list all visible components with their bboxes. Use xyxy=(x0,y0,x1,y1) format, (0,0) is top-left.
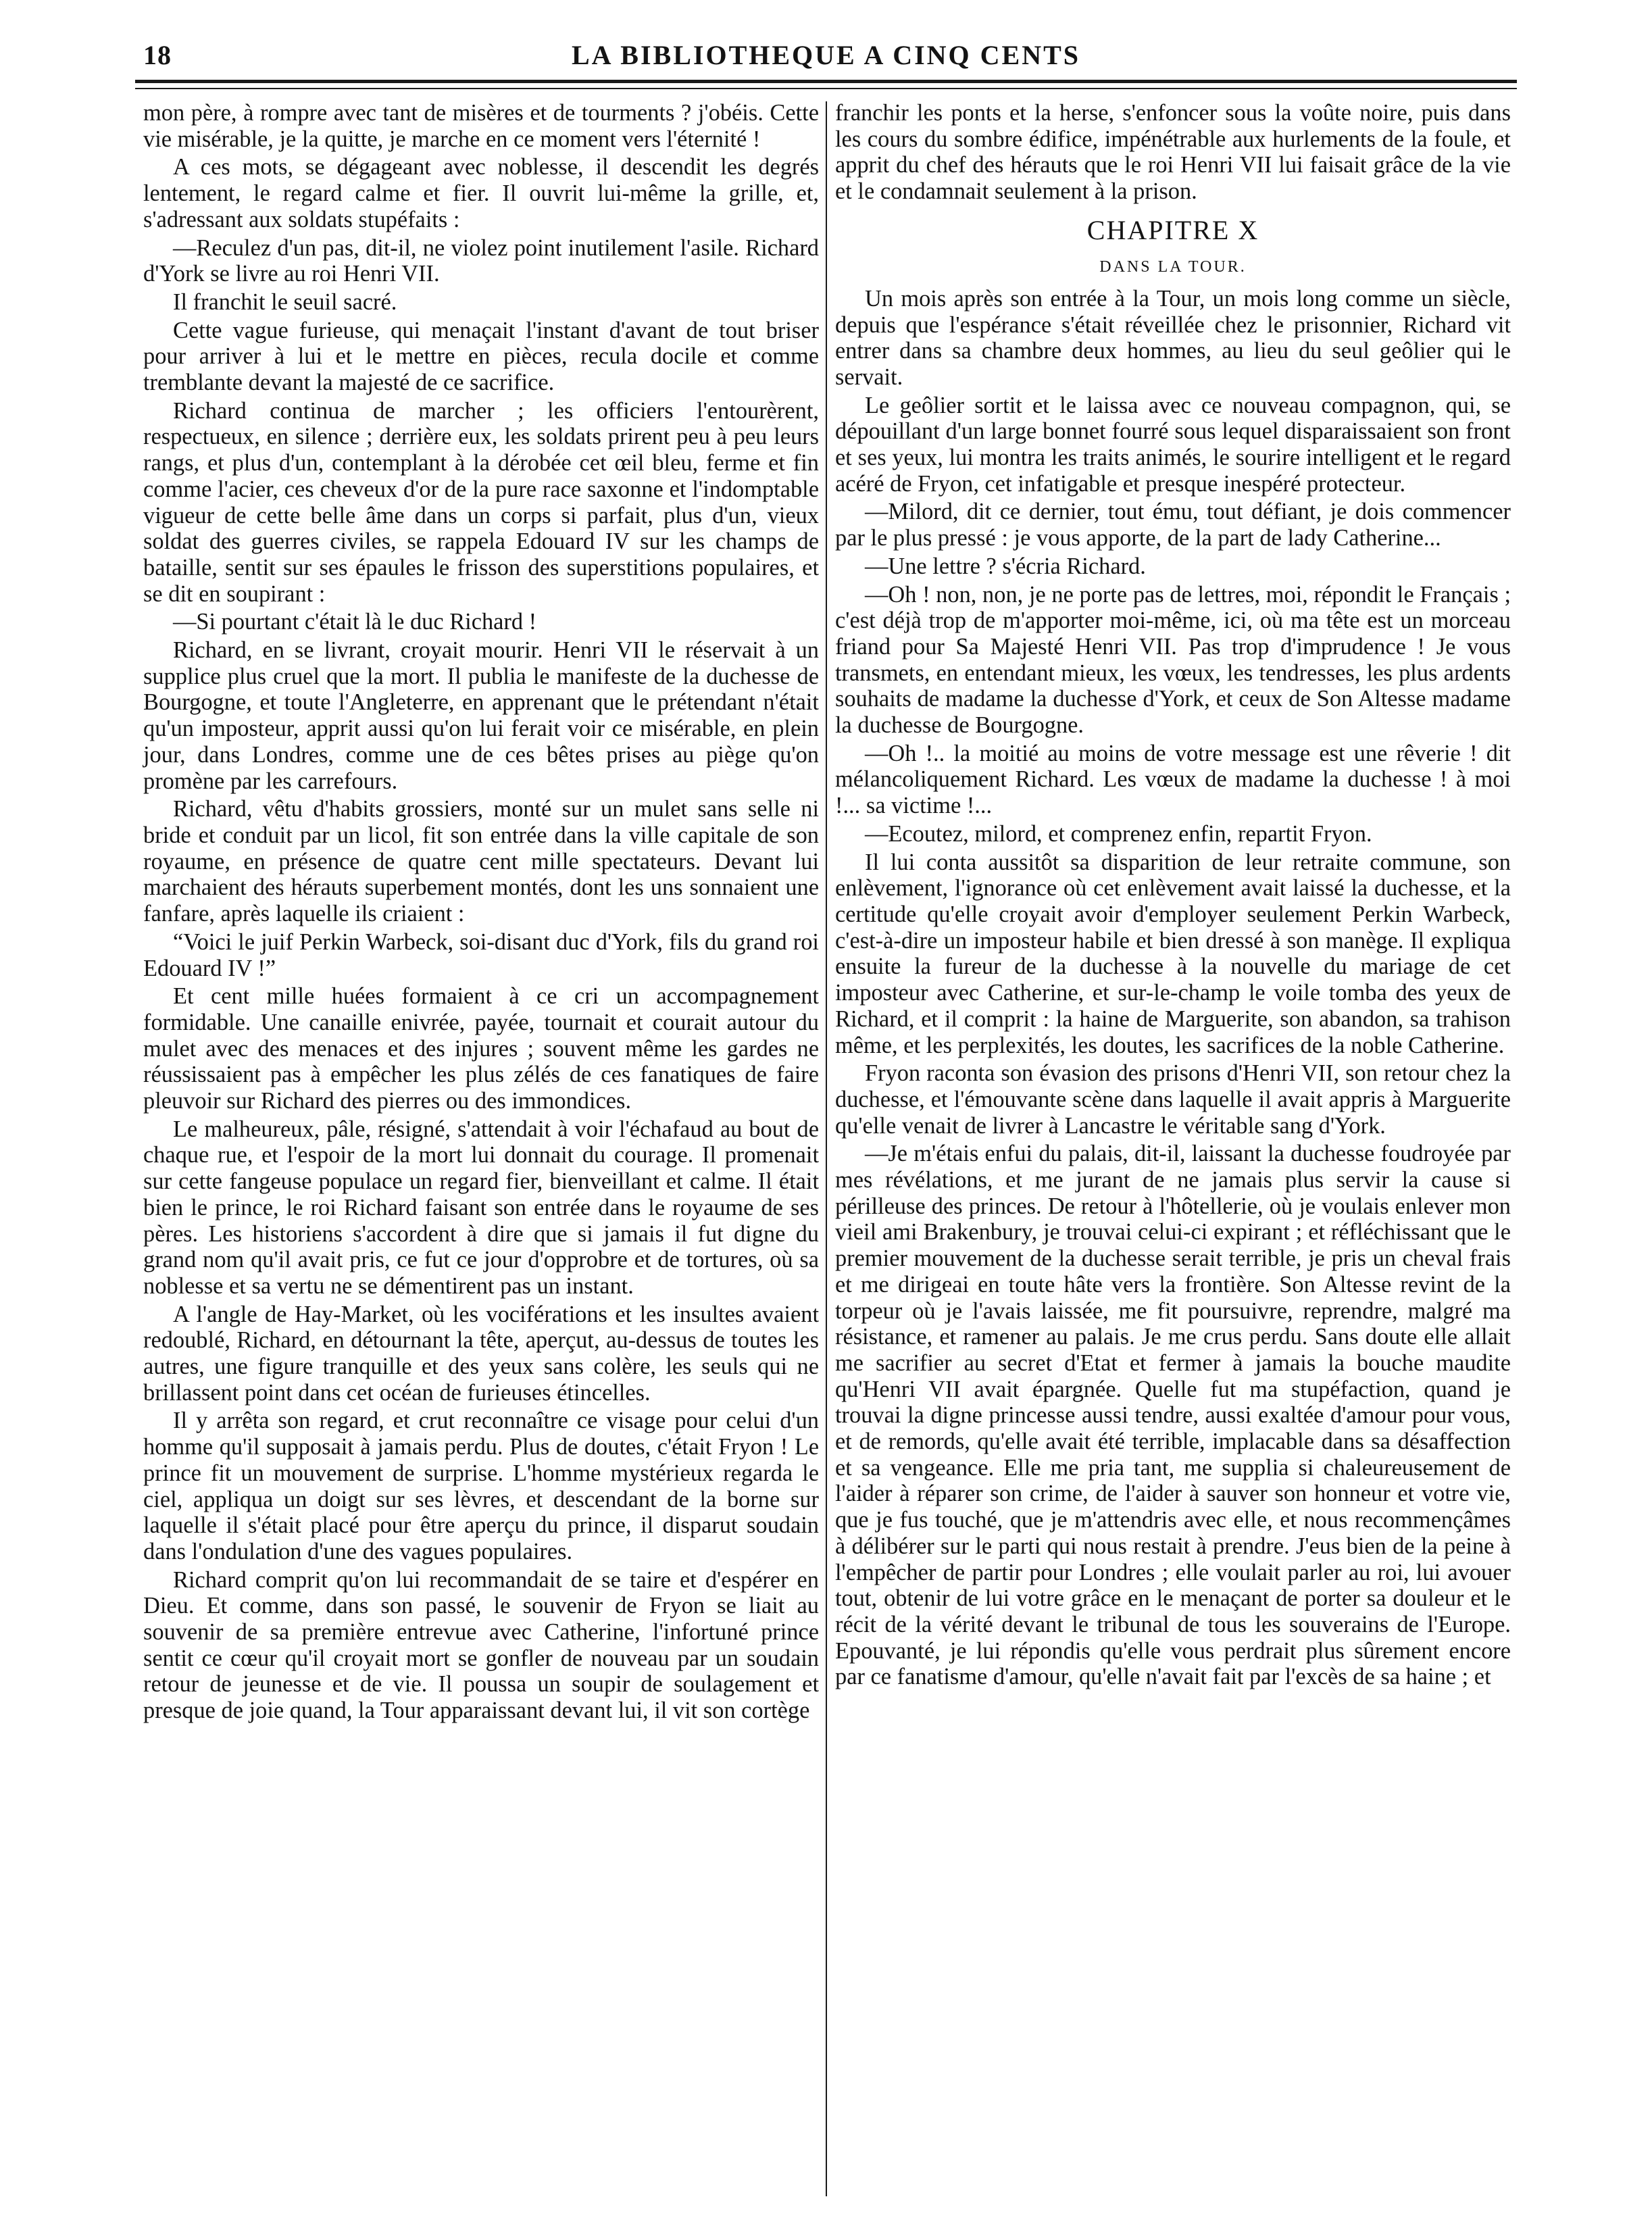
paragraph: “Voici le juif Perkin Warbeck, soi-disant duc d'York, fils du grand roi Edouard IV !” xyxy=(143,929,819,981)
right-column xyxy=(835,100,1511,1692)
page-number: 18 xyxy=(143,40,172,70)
chapter-subtitle: DANS LA TOUR. xyxy=(1099,257,1247,276)
paragraph: A l'angle de Hay-Market, où les vociférations et les insultes avaient redoublé, Richard, en détournant la tête, aperçut, au-dessus de toutes les autres, une figure tranquille et des yeux sans colère, les seuls qui ne brillassent point dans cet océan de furieuses étincelles. xyxy=(143,1301,819,1406)
paragraph: Richard, vêtu d'habits grossiers, monté sur un mulet sans selle ni bride et conduit par un licol, fit son entrée dans la ville capitale de son royaume, en présence de quatre cent mille spectateurs. Devant lui marchaient des hérauts superbement montés, dont les uns sonnaient une fanfare, après laquelle ils criaient : xyxy=(143,796,819,927)
paragraph: —Oh ! non, non, je ne porte pas de lettres, moi, répondit le Français ; c'est déjà trop de m'apporter moi-même, ici, où ma tête est un morceau friand pour Sa Majesté Henri VII. Pas trop d'imprudence ! Je vous transmets, en entendant mieux, les vœux, les tendresses, les plus ardents souhaits de madame la duchesse d'York, et ceux de Son Altesse madame la duchesse de Bourgogne. xyxy=(835,581,1511,739)
column-divider xyxy=(826,101,827,2196)
chapter-title: CHAPITRE X xyxy=(1086,214,1259,245)
paragraph: Il y arrêta son regard, et crut reconnaître ce visage pour celui d'un homme qu'il supposait à jamais perdu. Plus de doutes, c'était Fryon ! Le prince fit un mouvement de surprise. L'homme mystérieux regarda le ciel, appliqua un doigt sur ses lèvres, et descendant de la borne sur laquelle il s'était placé pour être aperçu du prince, il disparut soudain dans l'ondulation d'une des vagues populaires. xyxy=(143,1408,819,1564)
paragraph: Fryon raconta son évasion des prisons d'Henri VII, son retour chez la duchesse, et l'émouvante scène dans laquelle il avait appris à Marguerite qu'elle venait de livrer à Lancastre le véritable sang d'York. xyxy=(835,1060,1511,1139)
header-rule-thick xyxy=(135,80,1517,83)
running-header xyxy=(135,39,1517,77)
paragraph: Le geôlier sortit et le laissa avec ce nouveau compagnon, qui, se dépouillant d'un large bonnet fourré sous lequel disparaissaient son front et ses yeux, lui montra les traits animés, le sourire intelligent et le regard acéré de Fryon, cet infatigable et presque inespéré protecteur. xyxy=(835,392,1511,497)
paragraph: Richard comprit qu'on lui recommandait de se taire et d'espérer en Dieu. Et comme, dans son passé, le souvenir de Fryon se liait au souvenir de sa première entrevue avec Catherine, l'infortuné prince sentit ce cœur qu'il croyait mort se gonfler de nouveau par un soudain retour de jeunesse et de vie. Il poussa un soupir de soulagement et presque de joie quand, la Tour apparaissant devant lui, il vit son cortège xyxy=(143,1566,819,1724)
paragraph: Le malheureux, pâle, résigné, s'attendait à voir l'échafaud au bout de chaque rue, et l'espoir de la mort lui donnait du courage. Il promenait sur cette fangeuse populace un regard fier, bienveillant et calme. Il était bien le prince, le roi Richard faisant son entrée dans le royaume de ses pères. Les historiens s'accordent à dire que si jamais il fut digne du grand nom qu'il avait pris, ce fut ce jour d'opprobre et de tortures, où sa noblesse et sa vertu ne se démentirent pas un instant. xyxy=(143,1116,819,1299)
paragraph: Richard, en se livrant, croyait mourir. Henri VII le réservait à un supplice plus cruel que la mort. Il publia le manifeste de la duchesse de Bourgogne, et toute l'Angleterre, en apprenant que le prétendant n'était qu'un imposteur, apprit aussi qu'on lui ferait voir ce misérable, en plein jour, dans Londres, comme une de ces bêtes prises au piège qu'on promène par les carrefours. xyxy=(143,637,819,794)
paragraph: Il lui conta aussitôt sa disparition de leur retraite commune, son enlèvement, l'ignorance où cet enlèvement avait laissé la duchesse, et la certitude qu'elle croyait avoir d'employer seulement Perkin Warbeck, c'est-à-dire un imposteur habile et bien dressé à son manège. Il expliqua ensuite la fureur de la duchesse à la nouvelle du mariage de cet imposteur avec Catherine, et sur-le-champ le voile tomba des yeux de Richard, et il comprit : la haine de Marguerite, son abandon, sa trahison même, et les perplexités, les doutes, les sacrifices de la noble Catherine. xyxy=(835,849,1511,1058)
paragraph: Et cent mille huées formaient à ce cri un accompagnement formidable. Une canaille enivrée, payée, tournait et courait autour du mulet avec des menaces et des injures ; souvent même les gardes ne réussissaient pas à empêcher les plus zélés de ces fanatiques de faire pleuvoir sur Richard des pierres ou des immondices. xyxy=(143,983,819,1114)
paragraph: Il franchit le seuil sacré. xyxy=(173,289,397,315)
paragraph: —Oh !.. la moitié au moins de votre message est une rêverie ! dit mélancoliquement Richard. Les vœux de madame la duchesse ! à moi !... sa victime !... xyxy=(835,740,1511,819)
paragraph: —Je m'étais enfui du palais, dit-il, laissant la duchesse foudroyée par mes révélations, et me jurant de ne jamais plus servir la cause si périlleuse des princes. De retour à l'hôtellerie, où je voulais enlever mon vieil ami Brakenbury, je trouvai celui-ci expirant ; et réfléchissant que le premier mouvement de la duchesse serait terrible, je pris un cheval frais et me dirigeai en toute hâte vers la frontière. Son Altesse revint de la torpeur où je l'avais laissée, me fit poursuivre, reprendre, malgré ma résistance, et ramener au palais. Je me crus perdu. Sans doute elle allait me sacrifier au secret d'Etat et fermer à jamais la bouche maudite qu'Henri VII avait épargnée. Quelle fut ma stupéfaction, quand je trouvai la digne princesse aussi tendre, aussi exaltée d'amour pour vous, et de remords, qu'elle avait été terrible, implacable dans sa désaffection et sa vengeance. Elle me pria tant, me supplia si chaleureusement de l'aider à réparer son crime, de l'aider à sauver son honneur et votre vie, que je fus touché, que je m'attendris avec elle, et nous recommençâmes à délibérer sur le parti qui nous restait à prendre. J'eus bien de la peine à l'empêcher de partir pour Londres ; elle voulait parler au roi, lui avouer tout, obtenir de lui votre grâce en le menaçant de porter sa douleur et le récit de la vérité devant le tribunal de tous les souverains de l'Europe. Epouvanté, je lui répondis qu'elle vous perdrait plus sûrement encore par ce fanatisme d'amour, qu'elle n'avait fait par l'excès de sa haine ; et xyxy=(835,1141,1511,1690)
paragraph: —Reculez d'un pas, dit-il, ne violez point inutilement l'asile. Richard d'York se livre au roi Henri VII. xyxy=(143,234,819,287)
paragraph: Un mois après son entrée à la Tour, un mois long comme un siècle, depuis que l'espérance s'était réveillée chez le prisonnier, Richard vit entrer dans sa chambre deux hommes, au lieu du seul geôlier qui le servait. xyxy=(835,285,1511,390)
paragraph: —Si pourtant c'était là le duc Richard ! xyxy=(173,609,537,635)
journal-title: LA BIBLIOTHEQUE A CINQ CENTS xyxy=(571,40,1081,70)
paragraph: mon père, à rompre avec tant de misères et de tourments ? j'obéis. Cette vie misérable, je la quitte, je marche en ce moment vers l'éternité ! xyxy=(143,100,819,152)
paragraph: A ces mots, se dégageant avec noblesse, il descendit les degrés lentement, le regard calme et fier. Il ouvrit lui-même la grille, et, s'adressant aux soldats stupéfaits : xyxy=(143,154,819,232)
paragraph: —Milord, dit ce dernier, tout ému, tout défiant, je dois commencer par le plus pressé : je vous apporte, de la part de lady Catherine... xyxy=(835,499,1511,551)
paragraph: —Ecoutez, milord, et comprenez enfin, repartit Fryon. xyxy=(865,820,1372,847)
paragraph: Richard continua de marcher ; les officiers l'entourèrent, respectueux, en silence ; derrière eux, les soldats prirent peu à peu leurs rangs, et plus d'un, contemplant à la dérobée cet œil bleu, ferme et fin comme l'acier, ces cheveux d'or de la pure race saxonne et l'indomptable vigueur de cette belle âme dans un corps si parfait, plus d'un, vieux soldat des guerres civiles, se rappela Edouard IV sur les champs de bataille, sentit sur ses épaules le frisson des superstitions populaires, et se dit en soupirant : xyxy=(143,397,819,607)
paragraph: franchir les ponts et la herse, s'enfoncer sous la voûte noire, puis dans les cours du sombre édifice, impénétrable aux hurlements de la foule, et apprit du chef des hérauts que le roi Henri VII lui faisait grâce de la vie et le condamnait seulement à la prison. xyxy=(835,100,1511,205)
header-rule-thin xyxy=(135,88,1517,89)
paragraph: —Une lettre ? s'écria Richard. xyxy=(865,553,1146,579)
paragraph: Cette vague furieuse, qui menaçait l'instant d'avant de tout briser pour arriver à lui et le mettre en pièces, recula docile et comme tremblante devant la majesté de ce sacrifice. xyxy=(143,317,819,396)
left-column xyxy=(143,100,819,1726)
